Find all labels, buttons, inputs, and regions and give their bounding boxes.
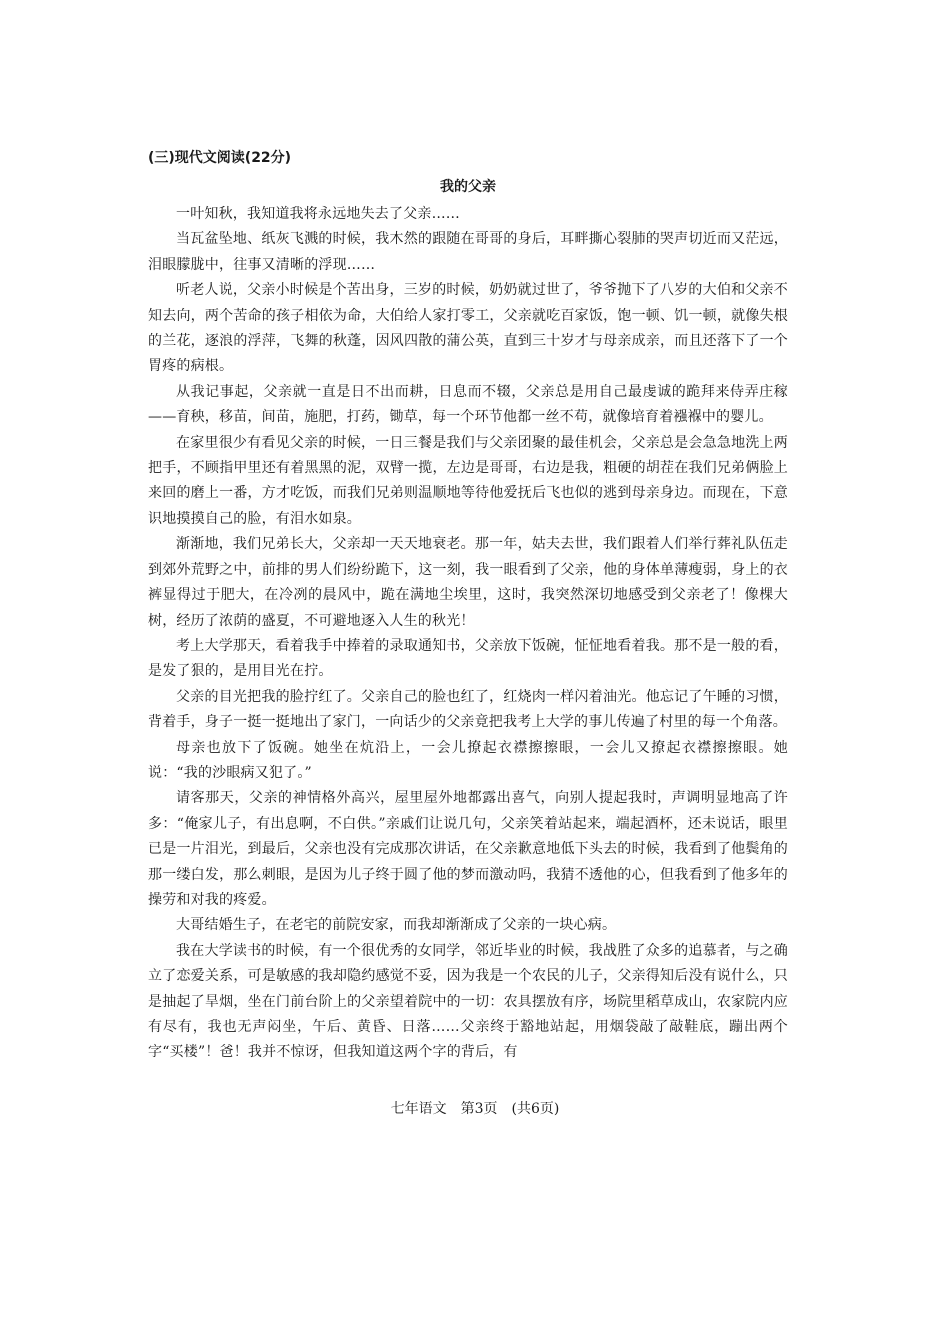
paragraph-3: 听老人说，父亲小时候是个苦出身，三岁的时候，奶奶就过世了，爷爷抛下了八岁的大伯和父亲不知去向，两个苦命的孩子相依为命，大伯给人家打零工，父亲就吃百家饭，饱一顿、饥一顿，就像失根的兰花，逐浪的浮萍，飞舞的秋蓬，因风四散的蒲公英，直到三十岁才与母亲成亲，而且还落下了一个胃疼的病根。	[148, 282, 788, 375]
paragraph-10: 请客那天，父亲的神情格外高兴，屋里屋外地都露出喜气，向别人提起我时，声调明显地高了许多：“俺家儿子，有出息啊，不白供。”亲戚们让说几句，父亲笑着站起来，端起酒杯，还未说话，眼里已是一片泪光，到最后，父亲也没有完成那次讲话，在父亲歉意地低下头去的时候，我看到了他鬓角的那一缕白发，那么刺眼，是因为儿子终于圆了他的梦而激动吗，我猜不透他的心，但我看到了他多年的操劳和对我的疼爱。	[148, 790, 788, 908]
paragraph-6: 渐渐地，我们兄弟长大，父亲却一天天地衰老。那一年，姑夫去世，我们跟着人们举行葬礼队伍走到郊外荒野之中，前排的男人们纷纷跪下，这一刻，我一眼看到了父亲，他的身体单薄瘦弱，身上的衣裤显得过于肥大，在冷冽的晨风中，跪在满地尘埃里，这时，我突然深切地感受到父亲老了！像棵大树，经历了浓荫的盛夏，不可避地逐入人生的秋光！	[148, 536, 788, 629]
paragraph-8: 父亲的目光把我的脸拧红了。父亲自己的脸也红了，红烧肉一样闪着油光。他忘记了午睡的习惯，背着手，身子一挺一挺地出了家门，一向话少的父亲竟把我考上大学的事儿传遍了村里的每一个角落。	[148, 688, 788, 731]
section-title: (三)现代文阅读(22分)	[148, 150, 292, 166]
paragraph-2: 当瓦盆坠地、纸灰飞溅的时候，我木然的跟随在哥哥的身后，耳畔撕心裂肺的哭声切近而又茫远，泪眼朦胧中，往事又清晰的浮现……	[148, 231, 788, 273]
paragraph-12: 我在大学读书的时候，有一个很优秀的女同学，邻近毕业的时候，我战胜了众多的追慕者，与之确立了恋爱关系，可是敏感的我却隐约感觉不妥，因为我是一个农民的儿子，父亲得知后没有说什么，只是抽起了旱烟，坐在门前台阶上的父亲望着院中的一切：农具摆放有序，场院里稻草成山，农家院内应有尽有，我也无声闷坐，午后、黄昏、日落……父亲终于豁地站起，用烟袋敲了敲鞋底，蹦出两个字“买楼”！爸！我并不惊讶，但我知道这两个字的背后，有	[148, 942, 788, 1061]
paragraph-1: 一叶知秋，我知道我将永远地失去了父亲……	[176, 206, 460, 222]
paragraph-7: 考上大学那天，看着我手中捧着的录取通知书，父亲放下饭碗，怔怔地看着我。那不是一般的看，是发了狠的，是用目光在拧。	[148, 637, 788, 680]
paragraph-9: 母亲也放下了饭碗。她坐在炕沿上，一会儿撩起衣襟擦擦眼，一会儿又撩起衣襟擦擦眼。她说：“我的沙眼病又犯了。”	[148, 739, 788, 781]
article-title: 我的父亲	[440, 179, 496, 195]
page-footer: 七年语文 第3页 (共6页)	[390, 1101, 560, 1117]
paragraph-4: 从我记事起，父亲就一直是日不出而耕，日息而不辍，父亲总是用自己最虔诚的跪拜来侍弄庄稼——育秧，移苗，间苗，施肥，打药，锄草，每一个环节他都一丝不苟，就像培育着襁褓中的婴儿。	[148, 383, 788, 426]
exam-page	[148, 148, 788, 1066]
paragraph-11: 大哥结婚生子，在老宅的前院安家，而我却渐渐成了父亲的一块心病。	[176, 917, 617, 934]
paragraph-5: 在家里很少有看见父亲的时候，一日三餐是我们与父亲团聚的最佳机会，父亲总是会急急地洗上两把手，不顾指甲里还有着黑黑的泥，双臂一揽，左边是哥哥，右边是我，粗硬的胡茬在我们兄弟俩脸上来回的磨上一番，方才吃饭，而我们兄弟则温顺地等待他爱抚后飞也似的逃到母亲身边。而现在，下意识地摸摸自己的脸，有泪水如泉。	[148, 434, 788, 527]
